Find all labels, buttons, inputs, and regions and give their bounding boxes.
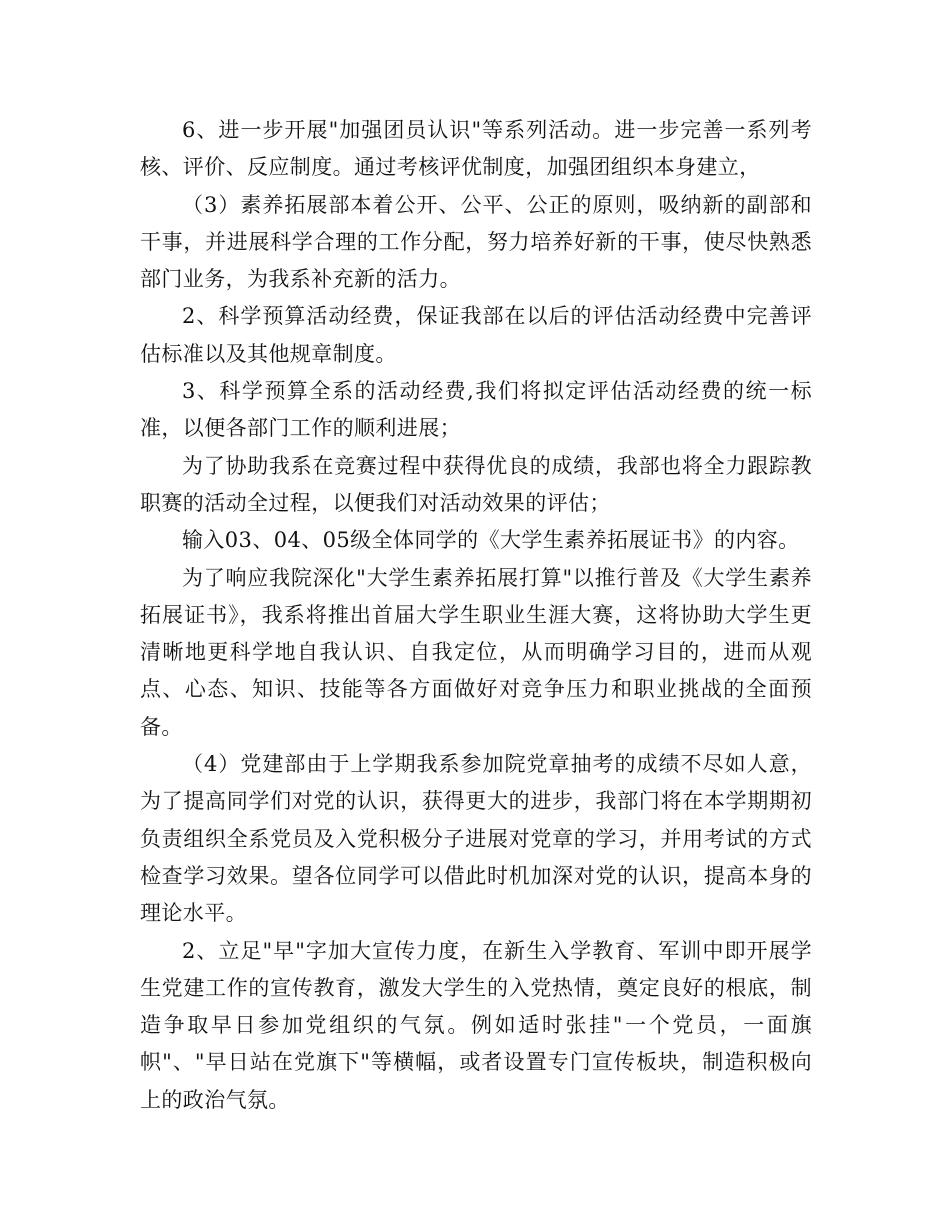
paragraph: （4）党建部由于上学期我系参加院党章抽考的成绩不尽如人意，为了提高同学们对党的认识，获得更大的进步，我部门将在本学期期初负责组织全系党员及入党积极分子进展对党章的学习，并用考试的方式检查学习效果。望各位同学可以借此时机加深对党的认识，提高本身的理论水平。: [140, 752, 812, 926]
paragraph: 为了协助我系在竞赛过程中获得优良的成绩，我部也将全力跟踪教职赛的活动全过程，以便我们对活动效果的评估；: [140, 453, 812, 515]
paragraph: 输入03、04、05级全体同学的《大学生素养拓展证书》的内容。: [182, 528, 800, 553]
paragraph: 2、科学预算活动经费，保证我部在以后的评估活动经费中完善评估标准以及其他规章制度。: [140, 304, 812, 366]
paragraph: 为了响应我院深化"大学生素养拓展打算"以推行普及《大学生素养拓展证书》，我系将推出首届大学生职业生涯大赛，这将协助大学生更清晰地更科学地自我认识、自我定位，从而明确学习目的，进而从观点、心态、知识、技能等各方面做好对竞争压力和职业挑战的全面预备。: [140, 565, 812, 739]
paragraph: 6、进一步开展"加强团员认识"等系列活动。进一步完善一系列考核、评价、反应制度。通过考核评优制度，加强团组织本身建立，: [140, 118, 812, 180]
document-body: [140, 112, 812, 1119]
paragraph: 2、立足"早"字加大宣传力度，在新生入学教育、军训中即开展学生党建工作的宣传教育，激发大学生的入党热情，奠定良好的根底，制造争取早日参加党组织的气氛。例如适时张挂"一个党员，一面旗帜"、"早日站在党旗下"等横幅，或者设置专门宣传板块，制造积极向上的政治气氛。: [140, 938, 812, 1112]
paragraph: 3、科学预算全系的活动经费,我们将拟定评估活动经费的统一标准，以便各部门工作的顺利进展；: [140, 379, 812, 441]
paragraph: （3）素养拓展部本着公开、公平、公正的原则，吸纳新的副部和干事，并进展科学合理的工作分配，努力培养好新的干事，使尽快熟悉部门业务，为我系补充新的活力。: [140, 192, 812, 292]
